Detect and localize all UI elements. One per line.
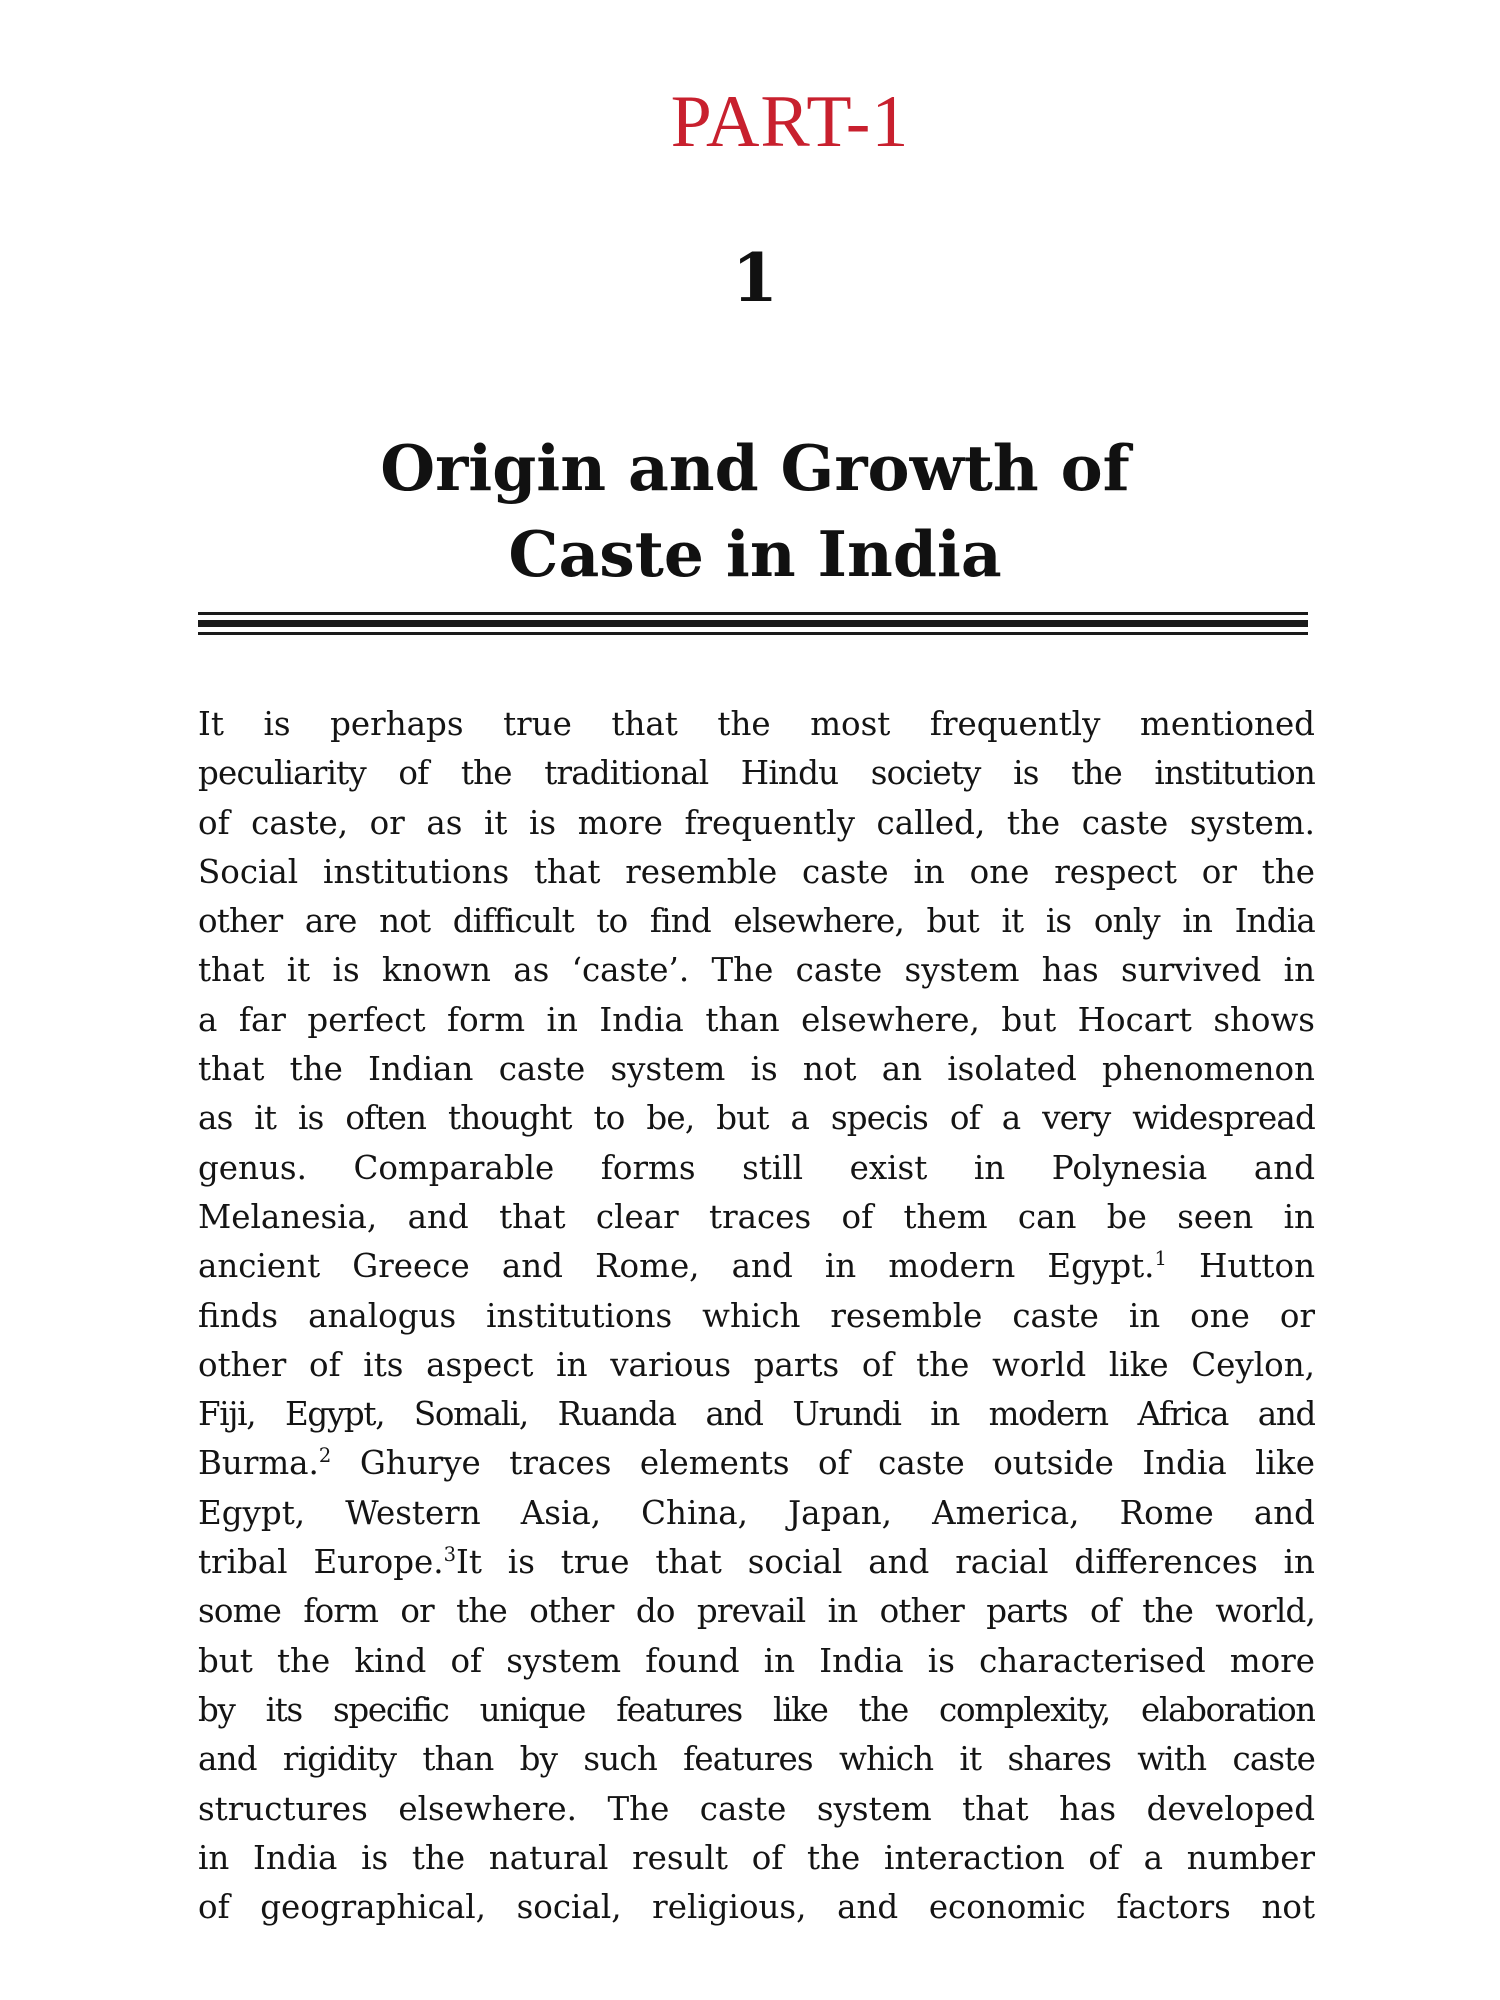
chapter-number: 1 [732, 239, 778, 317]
chapter-title-line-2: Caste in India [508, 517, 1002, 591]
text-line: that it is known as ‘caste’. The caste system has survived in [198, 951, 1315, 990]
text-line [198, 1439, 1315, 1488]
text-line: peculiarity of the traditional Hindu society is the institution [198, 754, 1315, 793]
text-segment: It is true that social and racial differences in [456, 1543, 1315, 1582]
footnote-marker: 1 [1154, 1247, 1167, 1271]
text-line: a far perfect form in India than elsewhere, but Hocart shows [198, 1000, 1315, 1039]
chapter-title-line-1: Origin and Growth of [380, 431, 1130, 505]
text-line: other are not difficult to find elsewhere, but it is only in India [198, 902, 1315, 941]
text-line: in India is the natural result of the interaction of a number [198, 1838, 1315, 1877]
text-line: of caste, or as it is more frequently called, the caste system. [198, 803, 1315, 842]
text-line: that the Indian caste system is not an isolated phenomenon [198, 1050, 1315, 1089]
text-segment: tribal Europe. [198, 1543, 444, 1582]
text-line: Social institutions that resemble caste in one respect or the [198, 852, 1315, 891]
footnote-marker: 2 [318, 1444, 332, 1468]
title-rule-bottom [198, 632, 1308, 635]
footnote-marker: 3 [443, 1543, 457, 1567]
text-line: other of its aspect in various parts of the world like Ceylon, [198, 1345, 1315, 1384]
text-line: by its specific unique features like the complexity, elaboration [198, 1690, 1315, 1729]
text-line: finds analogus institutions which resemble caste in one or [198, 1296, 1315, 1335]
text-line: some form or the other do prevail in other parts of the world, [198, 1592, 1315, 1631]
text-segment: Hutton [1166, 1247, 1315, 1286]
text-line: of geographical, social, religious, and economic factors not [198, 1888, 1315, 1927]
text-line: Egypt, Western Asia, China, Japan, America, Rome and [198, 1493, 1315, 1532]
text-segment: ancient Greece and Rome, and in modern Egypt. [198, 1247, 1155, 1286]
body-paragraph [198, 700, 1315, 1932]
text-line: genus. Comparable forms still exist in Polynesia and [198, 1148, 1315, 1187]
text-line: It is perhaps true that the most frequently mentioned [198, 705, 1315, 743]
title-rule-top [198, 612, 1308, 615]
text-line: structures elsewhere. The caste system that has developed [198, 1789, 1315, 1828]
text-segment: Ghurye traces elements of caste outside India like [331, 1444, 1315, 1483]
chapter-title [0, 425, 1500, 597]
text-segment: Burma. [198, 1444, 319, 1483]
text-line: as it is often thought to be, but a specis of a very widespread [198, 1099, 1315, 1138]
text-line [198, 1242, 1315, 1291]
text-line: and rigidity than by such features which it shares with caste [198, 1740, 1315, 1779]
part-label: PART-1 [670, 81, 910, 163]
text-line: but the kind of system found in India is characterised more [198, 1641, 1315, 1680]
text-line: Fiji, Egypt, Somali, Ruanda and Urundi in modern Africa and [198, 1395, 1315, 1434]
title-rule-middle [198, 620, 1308, 627]
text-line: Melanesia, and that clear traces of them can be seen in [198, 1197, 1315, 1236]
text-line [198, 1538, 1315, 1587]
